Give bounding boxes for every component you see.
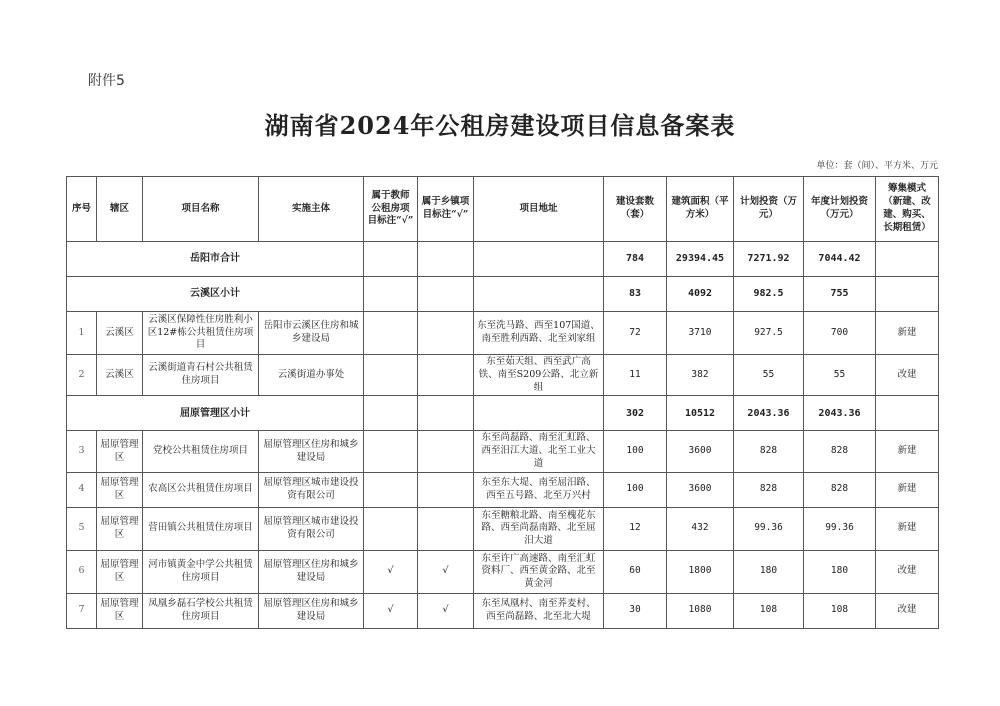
table-row (67, 472, 939, 507)
project-table (66, 176, 939, 629)
row-owner: 屈原管理区住房和城乡建设局 (259, 550, 364, 593)
subtotal-units: 302 (604, 396, 667, 431)
row-name: 党校公共租赁住房项目 (143, 431, 259, 472)
header-plan: 计划投资（万元） (734, 177, 804, 242)
row-town (418, 507, 474, 550)
table-row (67, 355, 939, 396)
row-area: 3600 (667, 472, 734, 507)
row-owner: 屈原管理区城市建设投资有限公司 (259, 472, 364, 507)
row-units: 30 (604, 593, 667, 628)
row-units: 100 (604, 472, 667, 507)
header-name: 项目名称 (143, 177, 259, 242)
row-town (418, 472, 474, 507)
unit-note: 单位：套（间）、平方米、万元 (816, 161, 938, 171)
row-address: 东至许广高速路、南至汇虹资料厂、西至黄金路、北至黄金河 (474, 550, 604, 593)
row-district: 屈原管理区 (97, 550, 143, 593)
row-annual: 828 (804, 472, 876, 507)
row-seq: 1 (67, 312, 97, 355)
header-address: 项目地址 (474, 177, 604, 242)
row-name: 凤凰乡磊石学校公共租赁住房项目 (143, 593, 259, 628)
attachment-label: 附件5 (88, 73, 125, 89)
row-units: 60 (604, 550, 667, 593)
row-plan: 99.36 (734, 507, 804, 550)
header-mode: 筹集模式（新建、改建、购买、长期租赁） (876, 177, 939, 242)
row-teacher (364, 312, 418, 355)
row-town: √ (418, 550, 474, 593)
row-name: 河市镇黄金中学公共租赁住房项目 (143, 550, 259, 593)
row-annual: 99.36 (804, 507, 876, 550)
row-district: 屈原管理区 (97, 593, 143, 628)
row-teacher (364, 472, 418, 507)
row-address: 东至东大堤、南至屈汨路、西至五号路、北至万兴村 (474, 472, 604, 507)
subtotal-row (67, 277, 939, 312)
subtotal-plan: 2043.36 (734, 396, 804, 431)
subtotal-row (67, 396, 939, 431)
row-teacher (364, 507, 418, 550)
row-address: 东至凤凰村、南至荞麦村、西至尚磊路、北至北大堤 (474, 593, 604, 628)
row-town (418, 431, 474, 472)
city-total-area: 29394.45 (667, 242, 734, 277)
row-town: √ (418, 593, 474, 628)
row-seq: 5 (67, 507, 97, 550)
document-title: 湖南省2024年公租房建设项目信息备案表 (264, 111, 736, 140)
row-address: 东至茹天组、西至武广高铁、南至S209公路、北立新组 (474, 355, 604, 396)
row-area: 1800 (667, 550, 734, 593)
row-town (418, 312, 474, 355)
row-district: 屈原管理区 (97, 431, 143, 472)
row-address: 东至尚磊路、南至汇虹路、西至汨江大道、北至工业大道 (474, 431, 604, 472)
header-area: 建筑面积（平方米） (667, 177, 734, 242)
row-mode: 改建 (876, 593, 939, 628)
row-plan: 828 (734, 431, 804, 472)
header-owner: 实施主体 (259, 177, 364, 242)
row-annual: 700 (804, 312, 876, 355)
row-owner: 云溪街道办事处 (259, 355, 364, 396)
row-mode: 改建 (876, 355, 939, 396)
row-seq: 3 (67, 431, 97, 472)
row-plan: 108 (734, 593, 804, 628)
city-total-plan: 7271.92 (734, 242, 804, 277)
subtotal-label: 屈原管理区小计 (67, 396, 364, 431)
subtotal-area: 10512 (667, 396, 734, 431)
row-annual: 55 (804, 355, 876, 396)
row-mode: 新建 (876, 472, 939, 507)
row-seq: 6 (67, 550, 97, 593)
row-annual: 828 (804, 431, 876, 472)
header-district: 辖区 (97, 177, 143, 242)
subtotal-annual: 2043.36 (804, 396, 876, 431)
row-name: 农高区公共租赁住房项目 (143, 472, 259, 507)
header-town: 属于乡镇项目标注“√” (418, 177, 474, 242)
table-row (67, 431, 939, 472)
row-owner: 屈原管理区住房和城乡建设局 (259, 431, 364, 472)
row-mode: 新建 (876, 507, 939, 550)
table-row (67, 550, 939, 593)
row-area: 382 (667, 355, 734, 396)
subtotal-plan: 982.5 (734, 277, 804, 312)
city-total-annual: 7044.42 (804, 242, 876, 277)
row-owner: 屈原管理区城市建设投资有限公司 (259, 507, 364, 550)
row-plan: 55 (734, 355, 804, 396)
row-seq: 2 (67, 355, 97, 396)
city-total-units: 784 (604, 242, 667, 277)
row-plan: 828 (734, 472, 804, 507)
row-teacher: √ (364, 550, 418, 593)
row-mode: 新建 (876, 431, 939, 472)
row-annual: 180 (804, 550, 876, 593)
header-seq: 序号 (67, 177, 97, 242)
row-district: 屈原管理区 (97, 507, 143, 550)
header-annual: 年度计划投资（万元） (804, 177, 876, 242)
row-district: 屈原管理区 (97, 472, 143, 507)
row-district: 云溪区 (97, 355, 143, 396)
table-row (67, 312, 939, 355)
subtotal-annual: 755 (804, 277, 876, 312)
row-units: 12 (604, 507, 667, 550)
row-area: 432 (667, 507, 734, 550)
table-header-row (67, 177, 939, 242)
row-annual: 108 (804, 593, 876, 628)
row-teacher (364, 431, 418, 472)
row-area: 3600 (667, 431, 734, 472)
row-area: 3710 (667, 312, 734, 355)
row-mode: 改建 (876, 550, 939, 593)
table-row (67, 507, 939, 550)
row-name: 营田镇公共租赁住房项目 (143, 507, 259, 550)
row-teacher (364, 355, 418, 396)
subtotal-label: 云溪区小计 (67, 277, 364, 312)
row-units: 100 (604, 431, 667, 472)
header-teacher: 属于教师公租房项目标注“√” (364, 177, 418, 242)
row-address: 东至糖粮北路、南至槐花东路、西至尚磊南路、北至屈汨大道 (474, 507, 604, 550)
table-row (67, 593, 939, 628)
row-seq: 7 (67, 593, 97, 628)
row-plan: 180 (734, 550, 804, 593)
row-address: 东至洗马路、西至107国道、南至胜利西路、北至刘家组 (474, 312, 604, 355)
subtotal-units: 83 (604, 277, 667, 312)
row-seq: 4 (67, 472, 97, 507)
row-name: 云溪区保障性住房胜利小区12#栋公共租赁住房项目 (143, 312, 259, 355)
header-units: 建设套数（套） (604, 177, 667, 242)
row-district: 云溪区 (97, 312, 143, 355)
city-total-label: 岳阳市合计 (67, 242, 364, 277)
row-teacher: √ (364, 593, 418, 628)
subtotal-area: 4092 (667, 277, 734, 312)
row-owner: 屈原管理区住房和城乡建设局 (259, 593, 364, 628)
row-mode: 新建 (876, 312, 939, 355)
row-units: 72 (604, 312, 667, 355)
row-units: 11 (604, 355, 667, 396)
row-town (418, 355, 474, 396)
row-owner: 岳阳市云溪区住房和城乡建设局 (259, 312, 364, 355)
city-total-row (67, 242, 939, 277)
row-plan: 927.5 (734, 312, 804, 355)
row-name: 云溪街道青石村公共租赁住房项目 (143, 355, 259, 396)
row-area: 1080 (667, 593, 734, 628)
